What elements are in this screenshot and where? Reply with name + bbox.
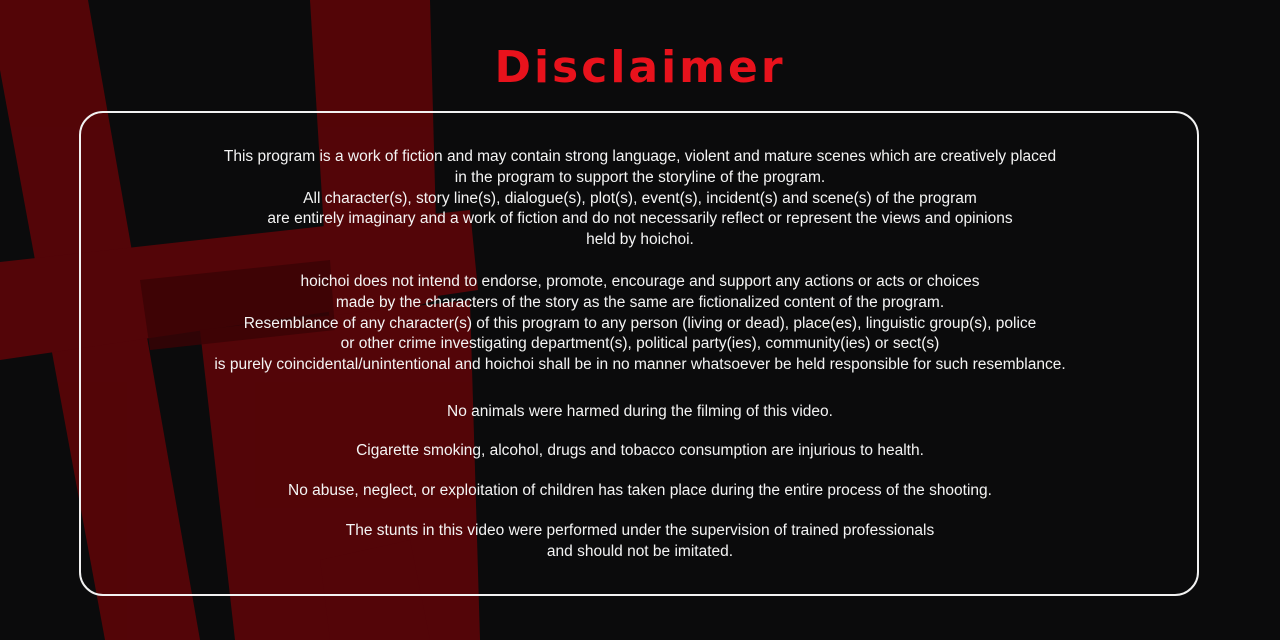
paragraph-line: No abuse, neglect, or exploitation of children has taken place during the entire process of the shooting. bbox=[288, 482, 992, 499]
child-safety-notice-paragraph bbox=[0, 481, 1280, 502]
paragraph-line: and should not be imitated. bbox=[546, 542, 734, 560]
paragraph-line: The stunts in this video were performed under the supervision of trained professionals bbox=[345, 522, 935, 539]
page-title: Disclaimer bbox=[494, 42, 786, 93]
paragraph-line: Resemblance of any character(s) of this program to any person (living or dead), place(es), linguistic group(s), police bbox=[243, 314, 1037, 332]
health-warning-paragraph bbox=[0, 441, 1280, 462]
paragraph-line: are entirely imaginary and a work of fiction and do not necessarily reflect or represent the views and opinions bbox=[267, 210, 1013, 228]
paragraph-line: made by the characters of the story as the same are fictionalized content of the program. bbox=[335, 293, 945, 311]
fiction-notice-paragraph bbox=[0, 147, 1280, 251]
paragraph-line: This program is a work of fiction and may contain strong language, violent and mature scenes which are creatively placed bbox=[223, 148, 1057, 165]
stunts-notice-paragraph bbox=[0, 521, 1280, 563]
paragraph-line: in the program to support the storyline of the program. bbox=[454, 168, 826, 186]
animals-notice-paragraph bbox=[0, 402, 1280, 423]
paragraph-line: All character(s), story line(s), dialogue(s), plot(s), event(s), incident(s) and scene(s) of the program bbox=[303, 189, 977, 207]
paragraph-line: No animals were harmed during the filming of this video. bbox=[447, 403, 833, 420]
paragraph-line: or other crime investigating department(s), political party(ies), community(ies) or sect(s) bbox=[340, 335, 940, 353]
paragraph-line: held by hoichoi. bbox=[586, 231, 694, 249]
paragraph-line: is purely coincidental/unintentional and hoichoi shall be in no manner whatsoever be held responsible for such resemblance. bbox=[214, 356, 1066, 374]
endorsement-notice-paragraph bbox=[0, 272, 1280, 376]
paragraph-line: Cigarette smoking, alcohol, drugs and tobacco consumption are injurious to health. bbox=[356, 442, 924, 459]
paragraph-line: hoichoi does not intend to endorse, promote, encourage and support any actions or acts or choices bbox=[300, 273, 980, 290]
